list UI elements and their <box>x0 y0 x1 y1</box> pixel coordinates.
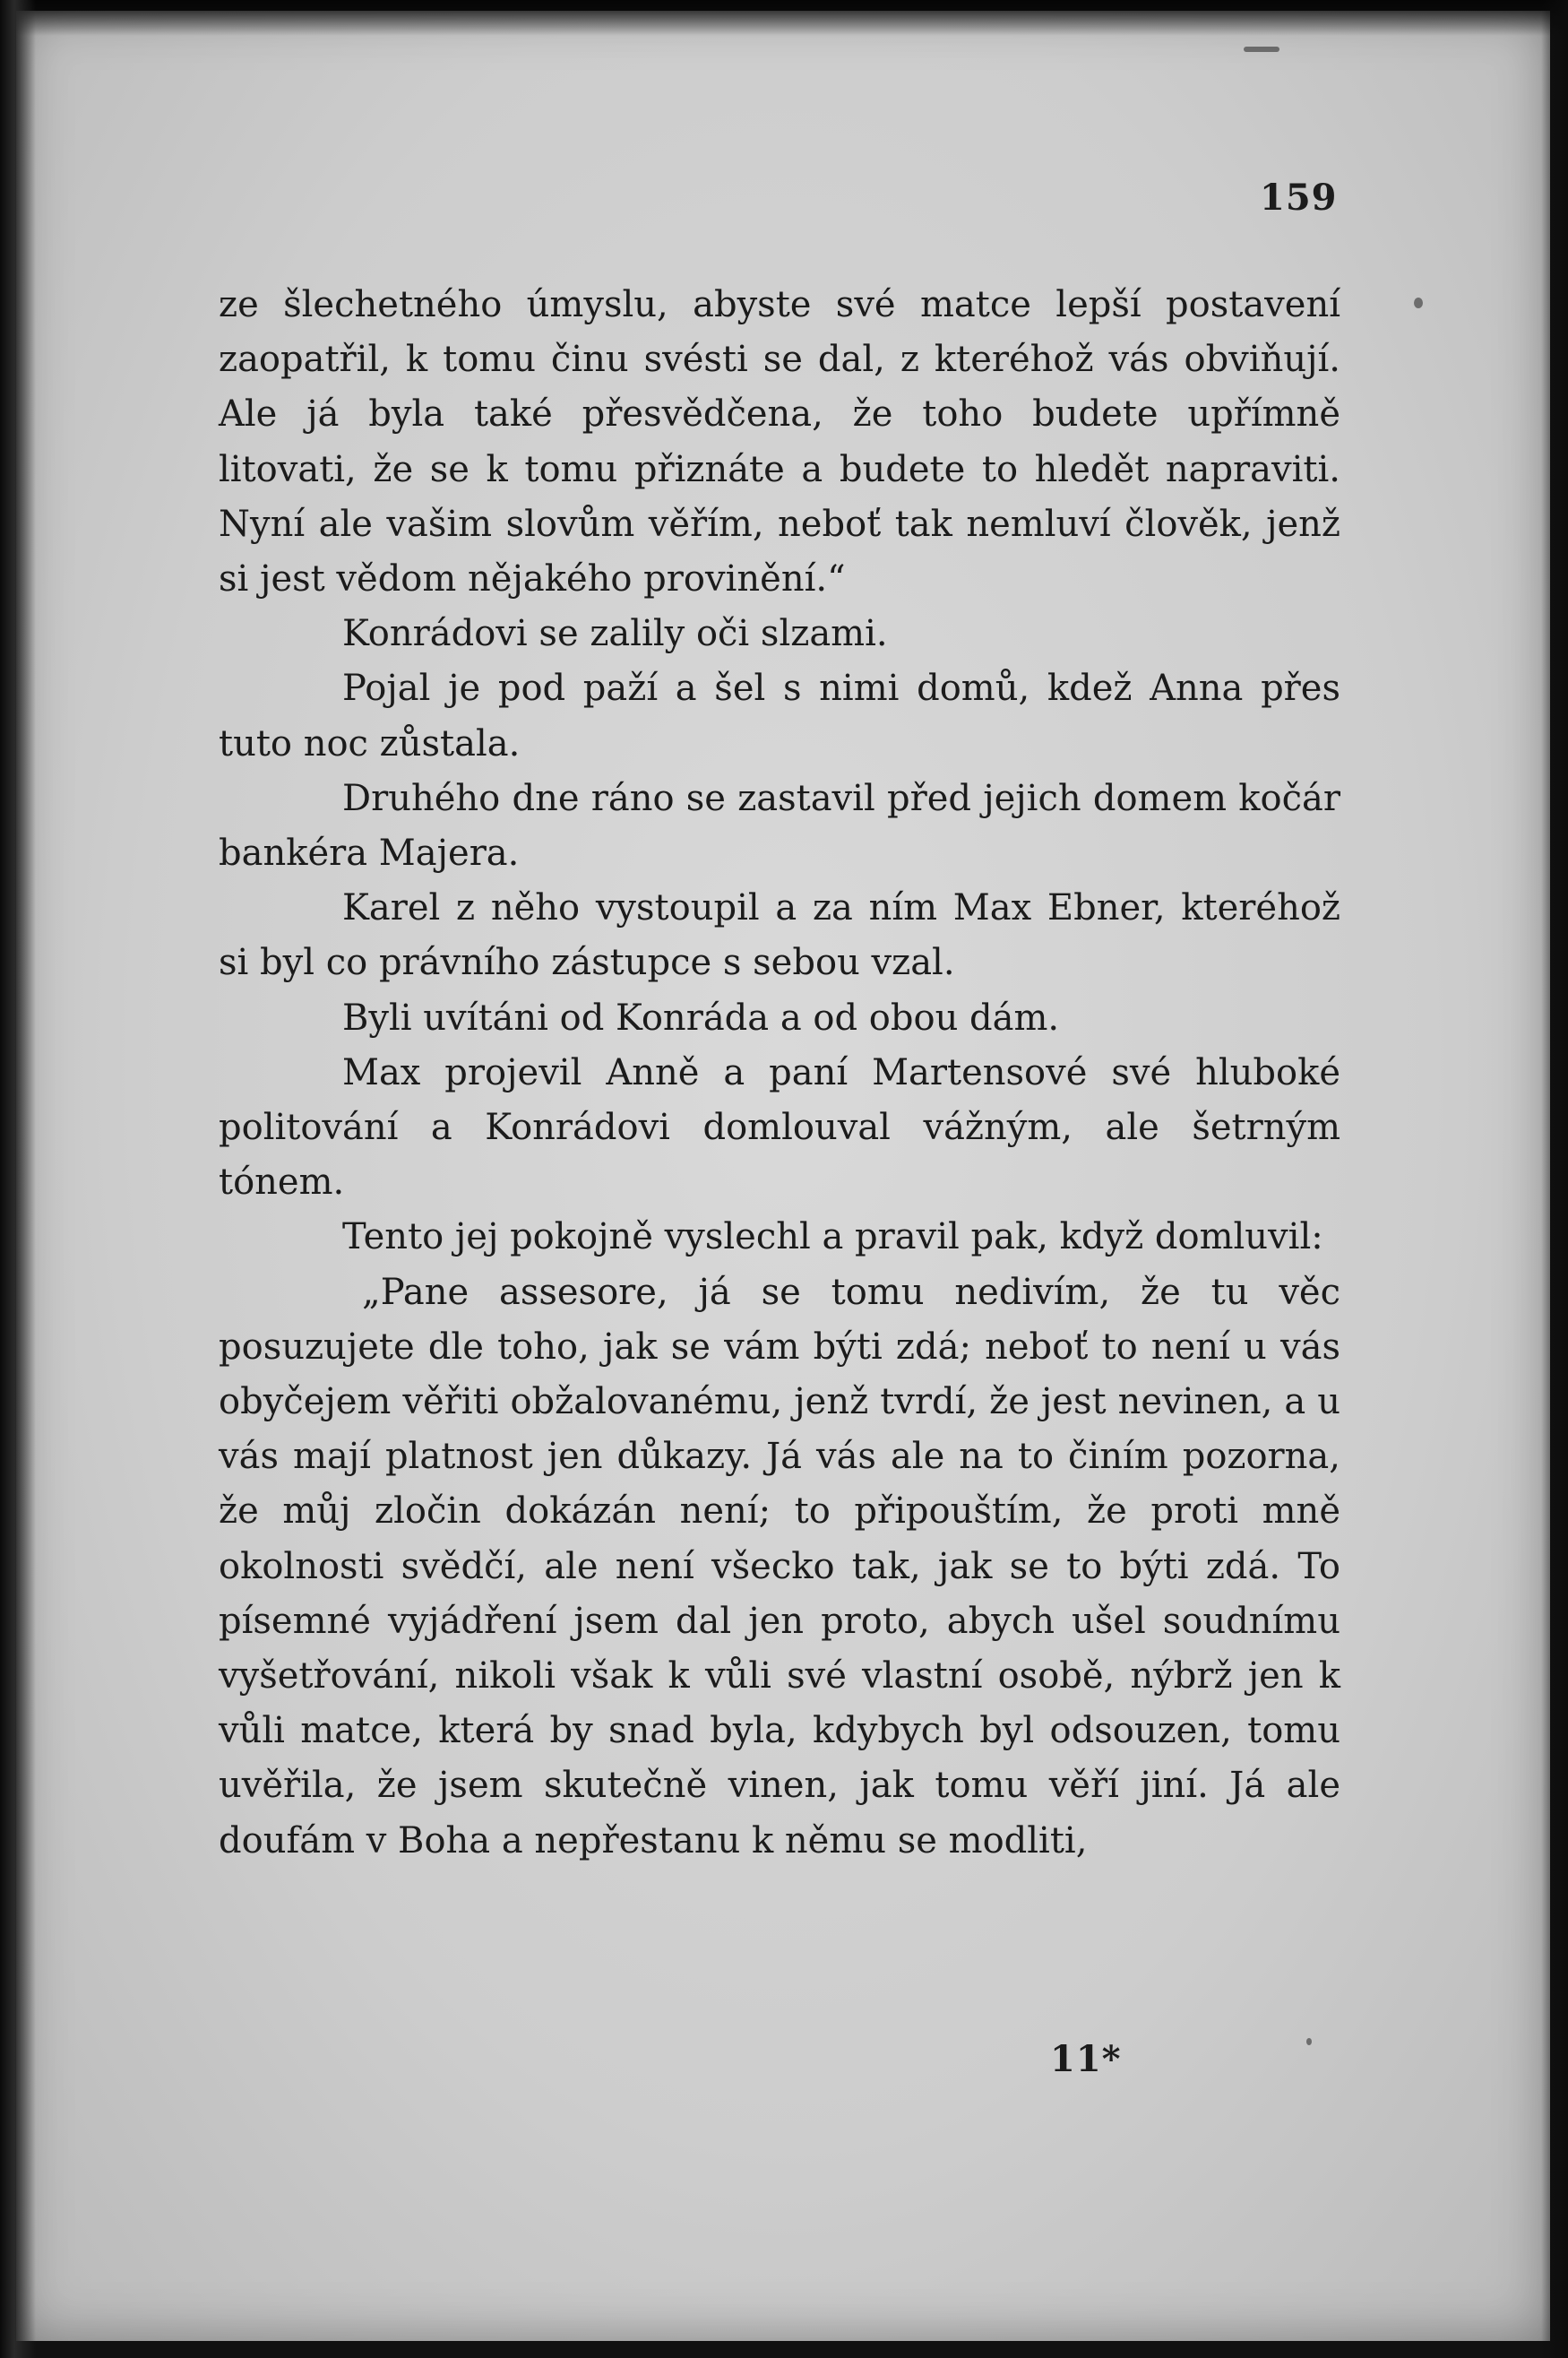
paragraph: Pojal je pod paží a šel s nimi domů, kdež Anna přes tuto noc zůstala. <box>219 668 1340 764</box>
ink-speck <box>1244 47 1279 52</box>
scan-binding-edge <box>0 0 36 2358</box>
scan-top-edge <box>0 0 1568 36</box>
paragraph: „Pane assesore, já se tomu nedivím, že tu věc posuzujete dle toho, jak se vám býti zdá; neboť to není u vás obyčejem věřiti obžalovanému, jenž tvrdí, že jest nevinen, a u vás mají platnost jen důkazy. Já vás ale na to činím pozorna, že můj zločin dokázán není; to připouštím, že proti mně okolnosti svědčí, ale není všecko tak, jak se to býti zdá. To písemné vyjádření jsem dal jen proto, abych ušel soudnímu vyšetřování, nikoli však k vůli své vlastní osobě, nýbrž jen k vůli matce, která by snad byla, kdybych byl odsouzen, tomu uvěřila, že jsem skutečně vinen, jak tomu věří jiní. Já ale doufám v Boha a nepřestanu k němu se modliti, <box>219 1271 1340 1861</box>
paragraph: ze šlechetného úmyslu, abyste své matce lepší postavení zaopatřil, k tomu činu svésti se dal, z kteréhož vás obviňují. Ale já byla také přesvědčena, že toho budete upřímně litovati, že se k tomu přiznáte a budete to hledět napraviti. Nyní ale vašim slovům věřím, neboť tak nemluví člověk, jenž si jest vědom nějakého provinění.“ <box>219 284 1340 600</box>
signature-mark: 11* <box>1050 2038 1122 2080</box>
book-page <box>16 11 1550 2341</box>
page-number: 159 <box>1260 177 1338 219</box>
paragraph: Druhého dne ráno se zastavil před jejich domem kočár bankéra Majera. <box>219 777 1340 875</box>
ink-speck <box>1306 2038 1312 2045</box>
paragraph: Karel z něho vystoupil a za ním Max Ebner, kteréhož si byl co právního zástupce s sebou vzal. <box>219 887 1340 984</box>
paragraph: Byli uvítáni od Konráda a od obou dám. <box>342 997 1060 1039</box>
body-text <box>219 278 1340 1869</box>
paragraph: Konrádovi se zalily oči slzami. <box>342 613 888 655</box>
scan-right-edge <box>1541 0 1568 2358</box>
paragraph: Max projevil Anně a paní Martensové své hluboké politování a Konrádovi domlouval vážným, ale šetrným tónem. <box>219 1051 1340 1204</box>
paragraph: Tento jej pokojně vyslechl a pravil pak, když domluvil: <box>342 1216 1323 1258</box>
ink-speck <box>1414 298 1423 308</box>
